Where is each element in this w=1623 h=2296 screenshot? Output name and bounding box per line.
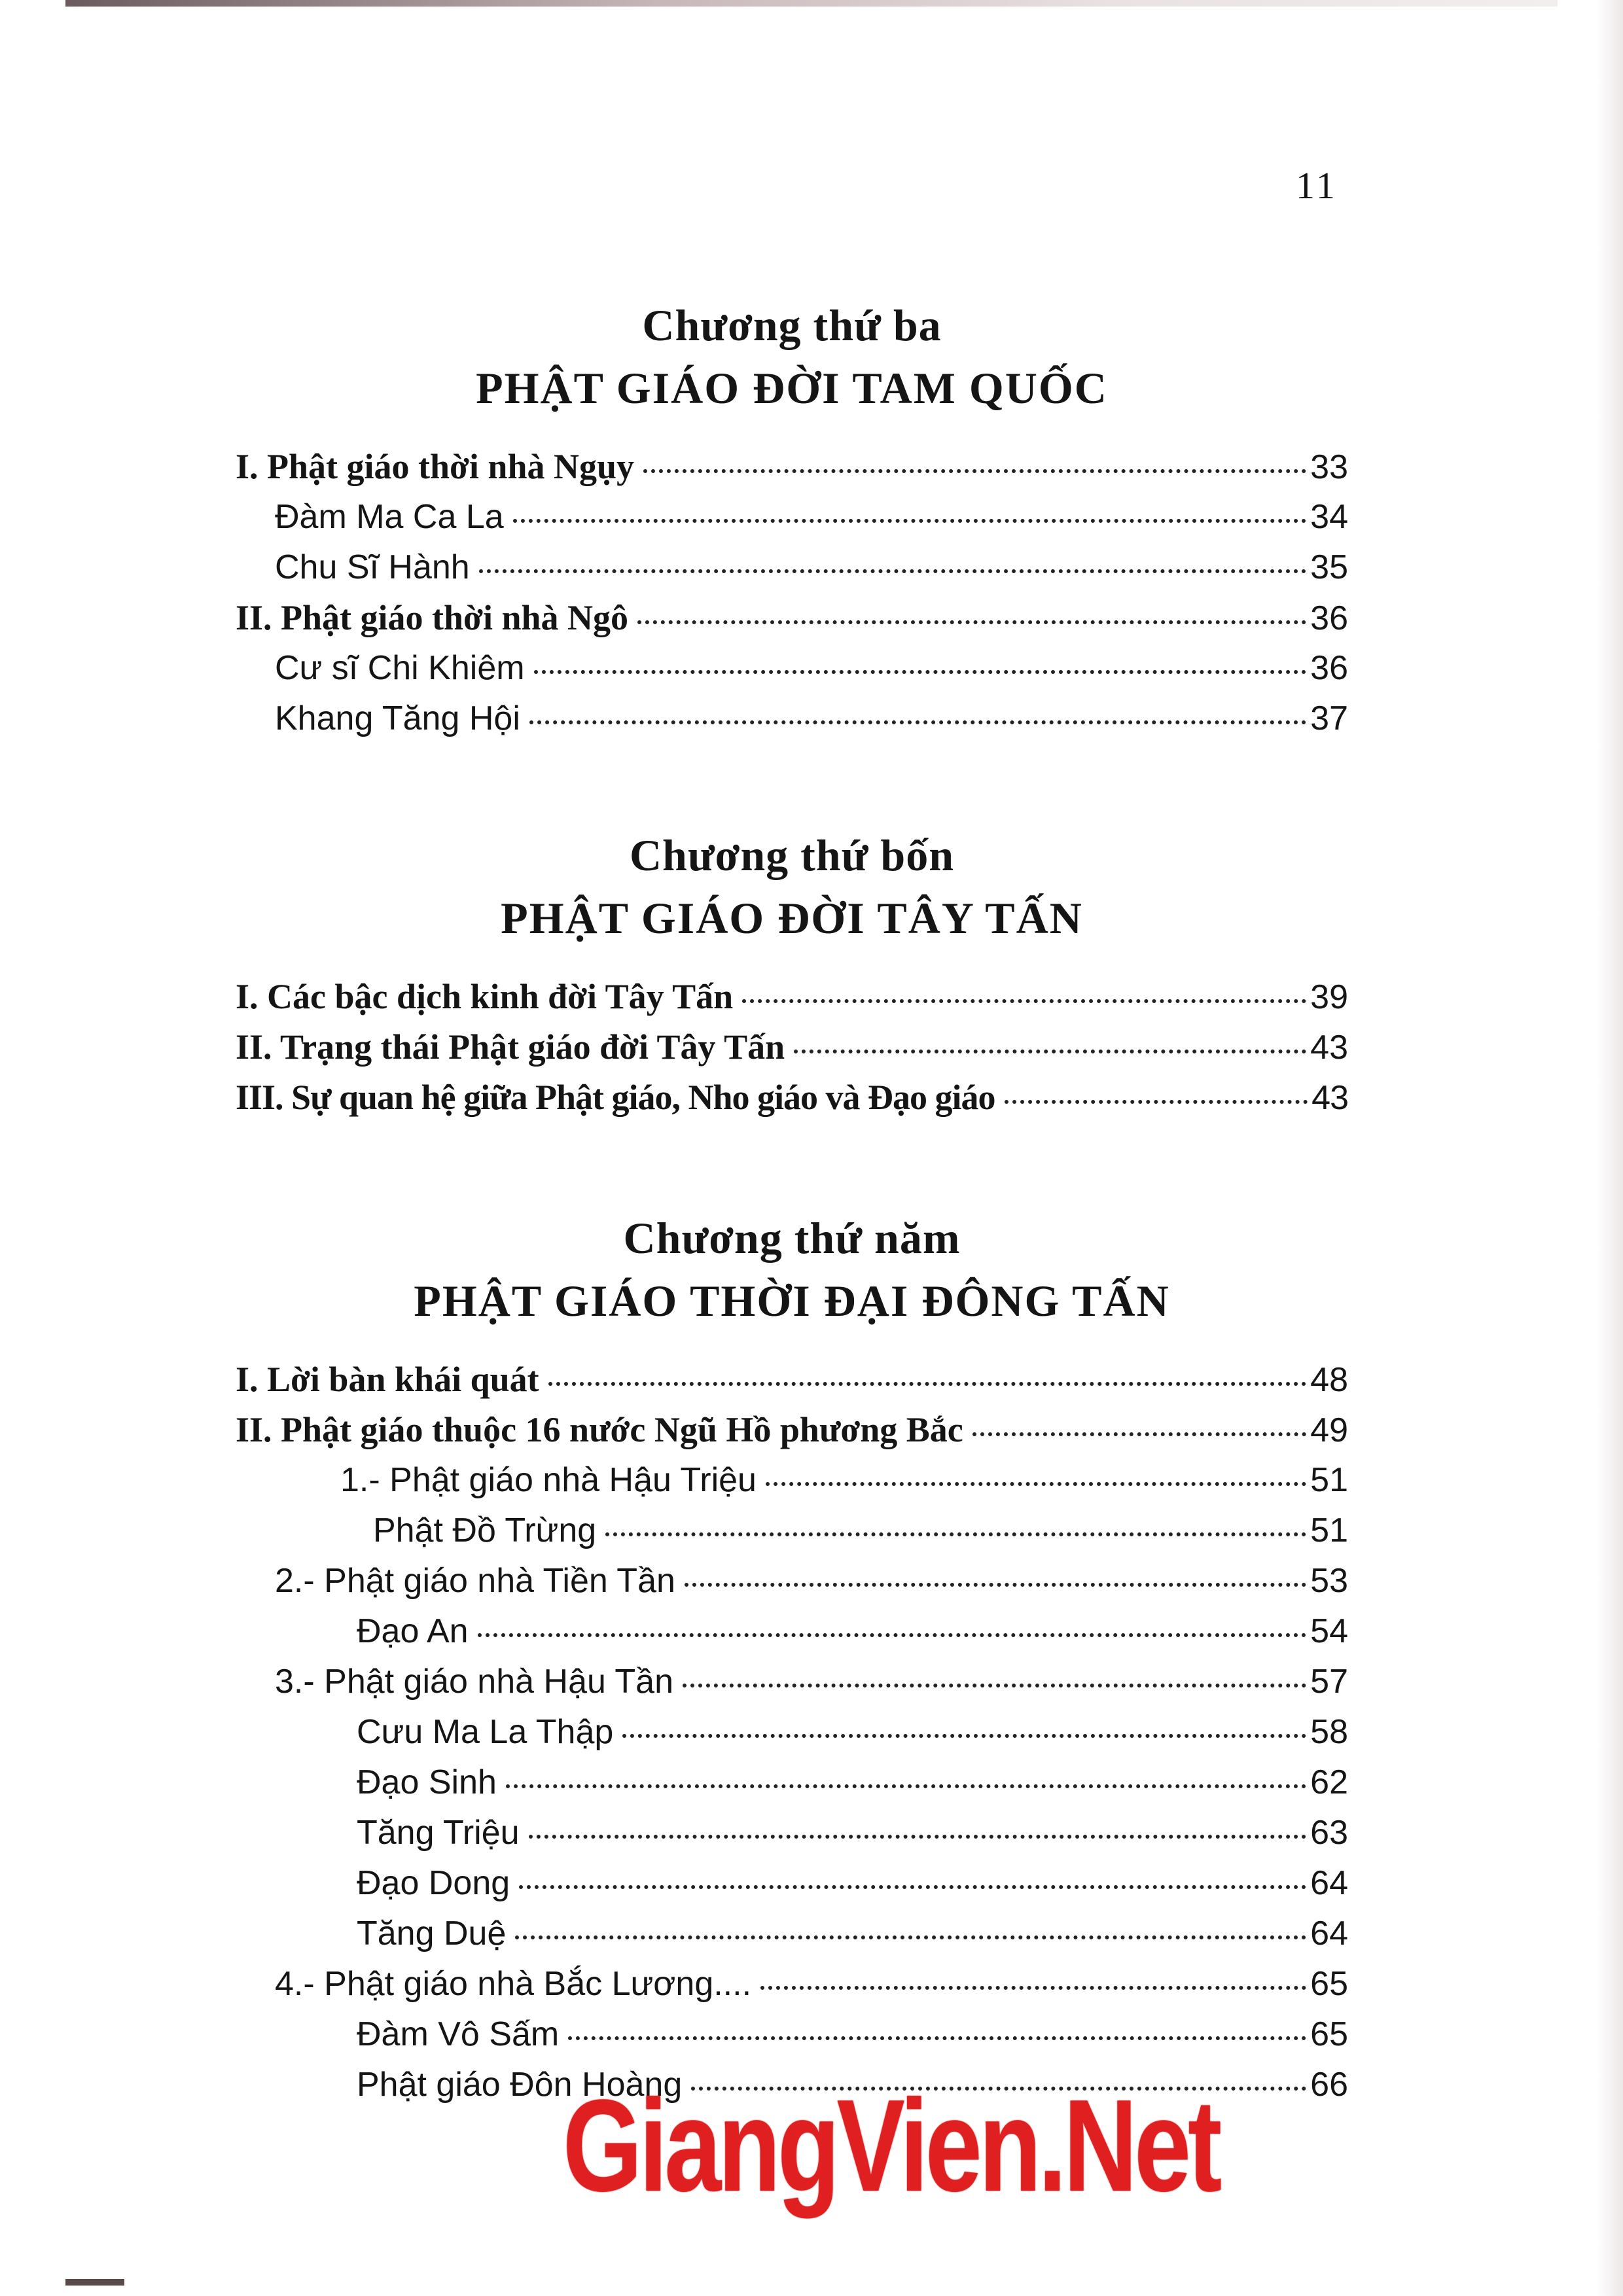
toc-list <box>236 442 1348 744</box>
toc-entry[interactable] <box>236 1858 1348 1909</box>
watermark-logo: GiangVien.Net <box>563 2073 1219 2219</box>
page-number: 11 <box>1296 164 1338 207</box>
toc-entry-page: 65 <box>1310 2015 1348 2053</box>
toc-entry[interactable] <box>236 694 1348 744</box>
toc-entry-page: 43 <box>1311 1079 1348 1117</box>
toc-entry-page: 64 <box>1310 1864 1348 1902</box>
toc-entry[interactable] <box>236 972 1348 1022</box>
toc-entry-label: 2.- Phật giáo nhà Tiền Tần <box>275 1562 675 1600</box>
dot-leader <box>760 1978 1306 1990</box>
toc-entry-page: 58 <box>1310 1713 1348 1751</box>
toc-entry[interactable] <box>236 1909 1348 1959</box>
dot-leader <box>534 662 1307 674</box>
toc-entry-page: 33 <box>1310 448 1348 486</box>
chapter-subtitle: PHẬT GIÁO ĐỜI TÂY TẤN <box>501 893 1083 943</box>
toc-entry-label: 3.- Phật giáo nhà Hậu Tần <box>275 1663 674 1701</box>
toc-entry-page: 37 <box>1310 699 1348 737</box>
toc-entry-page: 51 <box>1310 1461 1348 1499</box>
toc-entry-label: 1.- Phật giáo nhà Hậu Triệu <box>340 1461 757 1499</box>
chapter-5 <box>236 1210 1348 2110</box>
toc-entry[interactable] <box>236 1808 1348 1858</box>
toc-entry[interactable] <box>236 1757 1348 1808</box>
dot-leader <box>685 1575 1306 1587</box>
toc-entry-page: 53 <box>1310 1562 1348 1600</box>
toc-entry-label: I. Các bậc dịch kinh đời Tây Tấn <box>236 977 734 1016</box>
toc-entry-page: 54 <box>1310 1612 1348 1650</box>
toc-entry-page: 66 <box>1310 2066 1348 2104</box>
chapter-subtitle: PHẬT GIÁO ĐỜI TAM QUỐC <box>476 363 1108 413</box>
toc-entry-page: 64 <box>1310 1915 1348 1952</box>
toc-entry[interactable] <box>236 1455 1348 1506</box>
toc-entry-label: Tăng Triệu <box>357 1814 520 1852</box>
dot-leader <box>622 1726 1306 1738</box>
toc-entry-page: 62 <box>1310 1763 1348 1801</box>
dot-leader <box>529 1827 1307 1839</box>
toc-entry[interactable] <box>236 1506 1348 1556</box>
toc-entry[interactable] <box>236 1707 1348 1757</box>
toc-entry-page: 34 <box>1310 498 1348 536</box>
dot-leader <box>794 1042 1306 1053</box>
toc-list <box>236 972 1348 1123</box>
dot-leader <box>742 991 1306 1003</box>
toc-entry-label: III. Sự quan hệ giữa Phật giáo, Nho giáo và Đạo giáo <box>236 1078 995 1117</box>
dot-leader <box>637 612 1306 624</box>
toc-list <box>236 1354 1348 2110</box>
toc-entry[interactable] <box>236 593 1348 643</box>
toc-entry-page: 35 <box>1310 548 1348 586</box>
toc-entry[interactable] <box>236 542 1348 593</box>
toc-entry-page: 57 <box>1310 1663 1348 1701</box>
chapter-3 <box>236 298 1348 744</box>
toc-entry-label: Khang Tăng Hội <box>275 699 520 737</box>
dot-leader <box>1005 1092 1308 1104</box>
toc-entry-page: 36 <box>1310 649 1348 687</box>
dot-leader <box>568 2028 1306 2040</box>
toc-entry-label: Cư sĩ Chi Khiêm <box>275 649 525 687</box>
toc-entry-page: 36 <box>1310 599 1348 637</box>
toc-entry[interactable] <box>236 1606 1348 1657</box>
toc-entry[interactable] <box>236 643 1348 694</box>
toc-entry[interactable] <box>236 1072 1348 1123</box>
toc-entry-label: II. Phật giáo thuộc 16 nước Ngũ Hồ phương Bắc <box>236 1410 963 1449</box>
dot-leader <box>479 561 1306 573</box>
dot-leader <box>548 1374 1307 1386</box>
dot-leader <box>513 511 1306 523</box>
dot-leader <box>972 1424 1306 1436</box>
toc-entry-page: 39 <box>1310 978 1348 1016</box>
dot-leader <box>643 461 1306 473</box>
toc-entry-label: Cưu Ma La Thập <box>357 1713 614 1751</box>
toc-entry-page: 51 <box>1310 1511 1348 1549</box>
toc-entry[interactable] <box>236 1959 1348 2009</box>
toc-entry[interactable] <box>236 1405 1348 1455</box>
toc-entry-label: Đạo Dong <box>357 1864 510 1902</box>
toc-entry-page: 63 <box>1310 1814 1348 1852</box>
toc-entry-label: Tăng Duệ <box>357 1915 507 1952</box>
toc-entry-label: Đàm Ma Ca La <box>275 498 504 536</box>
page-right-edge <box>1597 0 1623 2296</box>
dot-leader <box>506 1776 1306 1788</box>
toc-entry-page: 65 <box>1310 1965 1348 2003</box>
dot-leader <box>529 713 1306 724</box>
chapter-title: Chương thứ ba <box>642 300 942 350</box>
toc-entry-label: Phật giáo Đôn Hoàng <box>357 2066 683 2104</box>
toc-entry-label: I. Phật giáo thời nhà Ngụy <box>236 447 635 486</box>
toc-entry-label: Đàm Vô Sấm <box>357 2015 560 2053</box>
dot-leader <box>478 1625 1307 1637</box>
dot-leader <box>515 1928 1306 1939</box>
chapter-subtitle: PHẬT GIÁO THỜI ĐẠI ĐÔNG TẤN <box>414 1276 1170 1326</box>
page-bottom-mark <box>65 2279 124 2286</box>
toc-entry[interactable] <box>236 1657 1348 1707</box>
toc-entry-label: Chu Sĩ Hành <box>275 548 470 586</box>
dot-leader <box>766 1474 1306 1486</box>
toc-entry-label: 4.- Phật giáo nhà Bắc Lương.... <box>275 1965 752 2003</box>
dot-leader <box>519 1877 1306 1889</box>
dot-leader <box>683 1676 1306 1687</box>
toc-entry-label: II. Phật giáo thời nhà Ngô <box>236 598 629 637</box>
toc-entry-label: II. Trạng thái Phật giáo đời Tây Tấn <box>236 1027 785 1067</box>
toc-entry[interactable] <box>236 442 1348 492</box>
page-top-edge <box>65 0 1558 7</box>
toc-entry[interactable] <box>236 1022 1348 1072</box>
toc-entry-page: 43 <box>1310 1029 1348 1067</box>
dot-leader <box>605 1525 1306 1536</box>
toc-entry[interactable] <box>236 1354 1348 1405</box>
toc-entry-label: Đạo Sinh <box>357 1763 497 1801</box>
toc-entry[interactable] <box>236 1556 1348 1606</box>
chapter-title: Chương thứ bốn <box>629 830 955 880</box>
toc-entry-label: Phật Đồ Trừng <box>373 1511 597 1549</box>
toc-entry[interactable] <box>236 2009 1348 2060</box>
toc-entry-page: 49 <box>1310 1411 1348 1449</box>
toc-entry[interactable] <box>236 492 1348 542</box>
toc-entry-label: I. Lời bàn khái quát <box>236 1360 539 1399</box>
chapter-title: Chương thứ năm <box>623 1213 961 1263</box>
toc-entry-label: Đạo An <box>357 1612 469 1650</box>
chapter-4 <box>236 828 1348 1123</box>
toc-entry-page: 48 <box>1310 1361 1348 1399</box>
